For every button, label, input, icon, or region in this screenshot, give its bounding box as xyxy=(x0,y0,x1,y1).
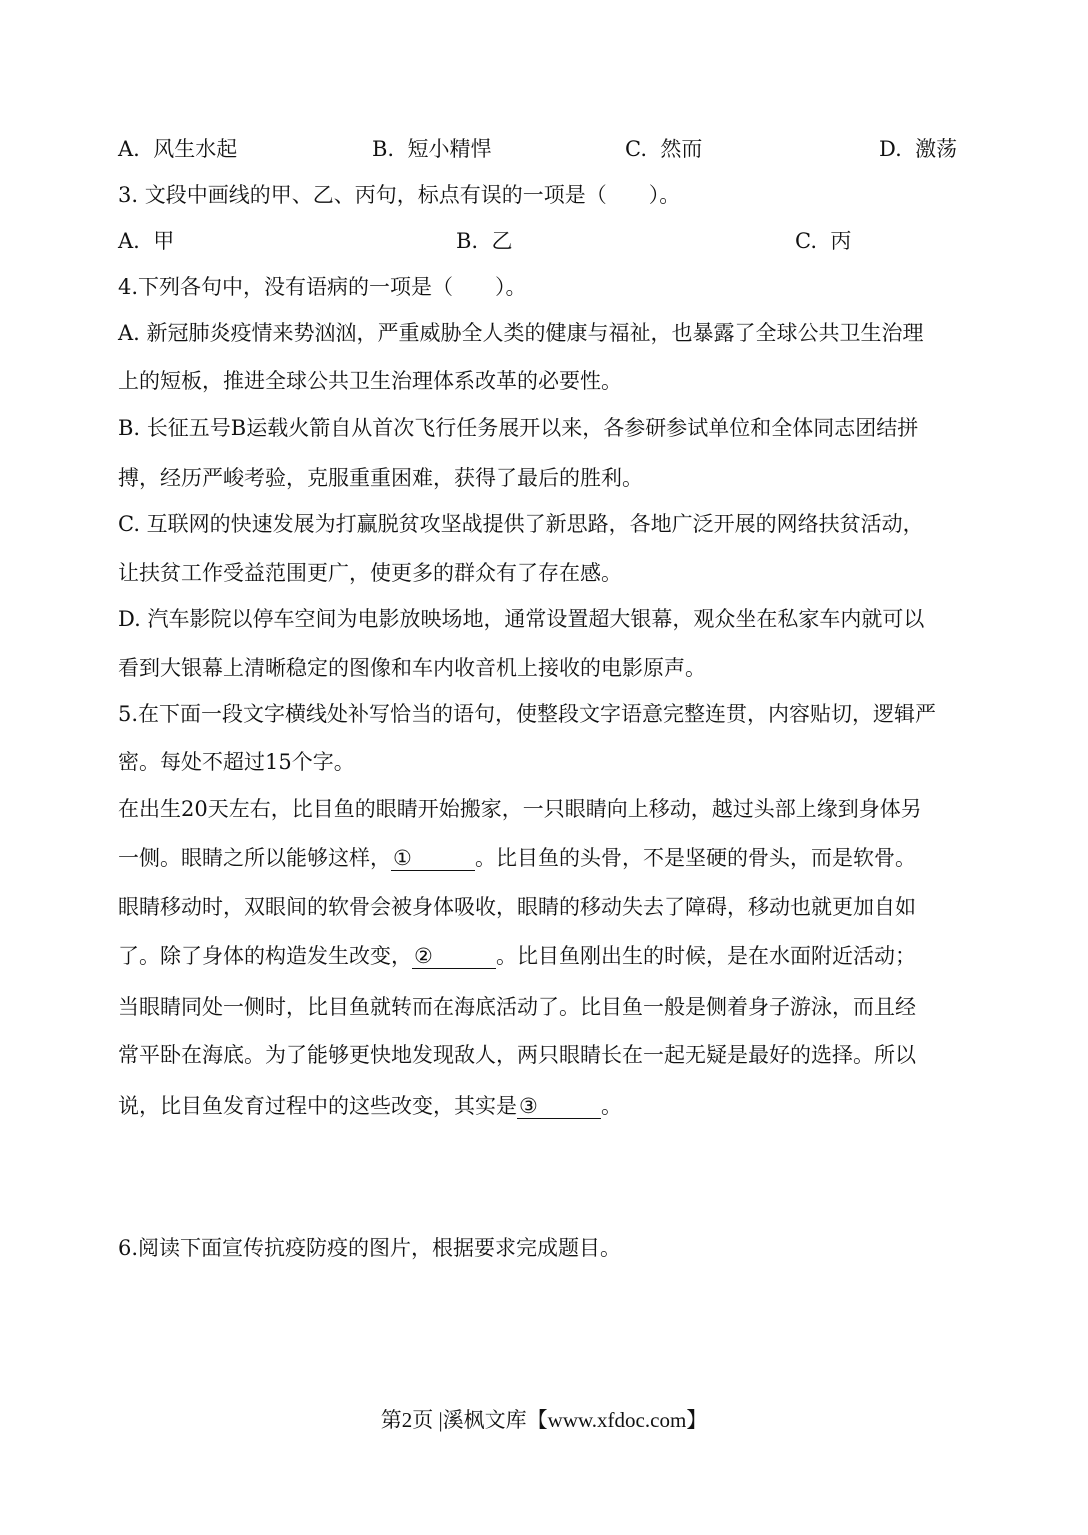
q5-passage-line4 xyxy=(118,941,916,971)
q5-stem-line1: 5.在下面一段文字横线处补写恰当的语句，使整段文字语意完整连贯，内容贴切，逻辑严 xyxy=(118,702,937,726)
q5-passage-line4-pre: 了。除了身体的构造发生改变， xyxy=(118,944,412,968)
q4-option-b-line1: B. 长征五号B运载火箭自从首次飞行任务展开以来，各参研参试单位和全体同志团结拼 xyxy=(118,416,919,440)
q4-option-c-line1: C. 互联网的快速发展为打赢脱贫攻坚战提供了新思路，各地广泛开展的网络扶贫活动， xyxy=(118,512,924,536)
q5-passage-line4-post: 。比目鱼刚出生的时候，是在水面附近活动； xyxy=(496,944,916,968)
q3-option-b xyxy=(456,226,512,256)
q6-stem: 6.阅读下面宣传抗疫防疫的图片，根据要求完成题目。 xyxy=(118,1236,622,1260)
q3-option-b-text: 乙 xyxy=(491,229,513,253)
q3-option-b-letter: B. xyxy=(456,229,479,253)
q2-option-c xyxy=(625,134,702,164)
q5-passage-line7-post: 。 xyxy=(601,1094,622,1118)
q2-option-c-letter: C. xyxy=(625,137,647,161)
q5-passage-line3: 眼睛移动时，双眼间的软骨会被身体吸收，眼睛的移动失去了障碍，移动也就更加自如 xyxy=(118,895,916,919)
q2-option-b-letter: B. xyxy=(372,137,395,161)
q4-option-c-line2: 让扶贫工作受益范围更广，使更多的群众有了存在感。 xyxy=(118,561,622,585)
q2-option-d-text: 激荡 xyxy=(915,137,958,161)
q5-passage-line6: 常平卧在海底。为了能够更快地发现敌人，两只眼睛长在一起无疑是最好的选择。所以 xyxy=(118,1043,916,1067)
q4-stem: 4.下列各句中，没有语病的一项是（ ）。 xyxy=(118,275,527,299)
q3-option-c-letter: C. xyxy=(795,229,817,253)
q3-option-a-text: 甲 xyxy=(153,229,175,253)
answer-blank-2[interactable]: ② xyxy=(412,944,496,969)
q5-passage-line7 xyxy=(118,1091,622,1121)
q5-passage-line7-pre: 说，比目鱼发育过程中的这些改变，其实是 xyxy=(118,1094,517,1118)
q4-option-a-line1: A. 新冠肺炎疫情来势汹汹，严重威胁全人类的健康与福祉，也暴露了全球公共卫生治理 xyxy=(118,321,924,345)
q2-option-c-text: 然而 xyxy=(660,137,703,161)
q5-passage-line1: 在出生20天左右，比目鱼的眼睛开始搬家，一只眼睛向上移动，越过头部上缘到身体另 xyxy=(118,797,922,821)
q2-option-d-letter: D. xyxy=(879,137,902,161)
q4-option-a-line2: 上的短板，推进全球公共卫生治理体系改革的必要性。 xyxy=(118,369,622,393)
q5-passage-line2-pre: 一侧。眼睛之所以能够这样， xyxy=(118,846,391,870)
q5-passage-line5: 当眼睛同处一侧时，比目鱼就转而在海底活动了。比目鱼一般是侧着身子游泳，而且经 xyxy=(118,995,916,1019)
q2-option-b xyxy=(372,134,491,164)
q3-option-a xyxy=(118,226,174,256)
q4-option-b-line2: 搏，经历严峻考验，克服重重困难，获得了最后的胜利。 xyxy=(118,466,643,490)
q3-option-c-text: 丙 xyxy=(830,229,852,253)
q2-option-a-letter: A. xyxy=(118,137,140,161)
q2-option-a-text: 风生水起 xyxy=(153,137,238,161)
q5-passage-line2 xyxy=(118,843,916,873)
q2-option-d xyxy=(879,134,957,164)
q4-option-d-line1: D. 汽车影院以停车空间为电影放映场地，通常设置超大银幕，观众坐在私家车内就可以 xyxy=(118,607,925,631)
q3-option-a-letter: A. xyxy=(118,229,140,253)
q2-option-b-text: 短小精悍 xyxy=(407,137,492,161)
answer-blank-1[interactable]: ① xyxy=(391,846,475,871)
answer-blank-3[interactable]: ③ xyxy=(517,1094,601,1119)
page-footer: 第2页 |溪枫文库【www.xfdoc.com】 xyxy=(380,1408,708,1432)
q5-passage-line2-post: 。比目鱼的头骨，不是坚硬的骨头，而是软骨。 xyxy=(475,846,916,870)
q5-stem-line2: 密。每处不超过15个字。 xyxy=(118,750,355,774)
q3-option-c xyxy=(795,226,851,256)
q4-option-d-line2: 看到大银幕上清晰稳定的图像和车内收音机上接收的电影原声。 xyxy=(118,656,706,680)
q3-stem: 3. 文段中画线的甲、乙、丙句，标点有误的一项是（ ）。 xyxy=(118,183,681,207)
q2-option-a xyxy=(118,134,237,164)
